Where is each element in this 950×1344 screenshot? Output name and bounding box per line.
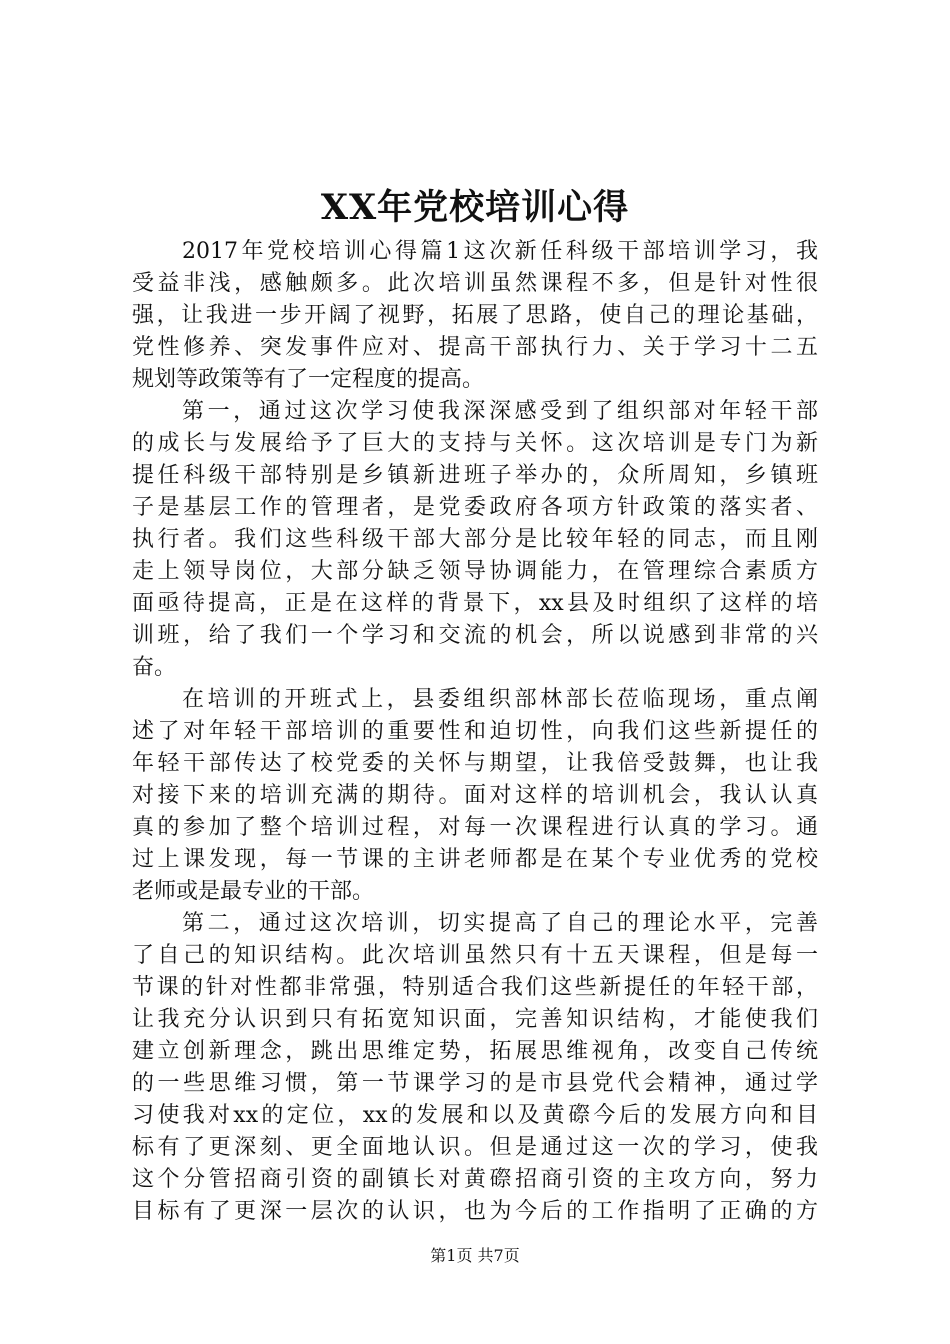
text-line: 的一些思维习惯，第一节课学习的是市县党代会精神，通过学 bbox=[132, 1071, 818, 1096]
text-line: 提任科级干部特别是乡镇新进班子举办的，众所周知，乡镇班 bbox=[132, 463, 818, 488]
text-line: 目标有了更深一层次的认识，也为今后的工作指明了正确的方 bbox=[132, 1199, 818, 1224]
page-footer: 第1页 共7页 bbox=[430, 1246, 520, 1265]
text-line: 了自己的知识结构。此次培训虽然只有十五天课程，但是每一 bbox=[132, 943, 818, 968]
text-line: 过上课发现，每一节课的主讲老师都是在某个专业优秀的党校 bbox=[132, 847, 818, 872]
text-line: 训班，给了我们一个学习和交流的机会，所以说感到非常的兴 bbox=[132, 623, 818, 648]
text-line: 走上领导岗位，大部分缺乏领导协调能力，在管理综合素质方 bbox=[132, 559, 818, 584]
text-line: 节课的针对性都非常强，特别适合我们这些新提任的年轻干部， bbox=[132, 975, 818, 1000]
text-line: 2017年党校培训心得篇1这次新任科级干部培训学习，我 bbox=[182, 239, 818, 264]
document-title: XX年党校培训心得 bbox=[320, 187, 630, 228]
text-line: 受益非浅，感触颇多。此次培训虽然课程不多，但是针对性很 bbox=[132, 271, 818, 296]
text-line: 规划等政策等有了一定程度的提高。 bbox=[132, 367, 485, 392]
text-line: 第二，通过这次培训，切实提高了自己的理论水平，完善 bbox=[182, 911, 818, 936]
text-line: 习使我对xx的定位，xx的发展和以及黄磜今后的发展方向和目 bbox=[132, 1103, 818, 1128]
text-line: 子是基层工作的管理者，是党委政府各项方针政策的落实者、 bbox=[132, 495, 818, 520]
text-line: 在培训的开班式上，县委组织部林部长莅临现场，重点阐 bbox=[182, 687, 818, 712]
text-line: 面亟待提高，正是在这样的背景下，xx县及时组织了这样的培 bbox=[132, 591, 818, 616]
text-line: 建立创新理念，跳出思维定势，拓展思维视角，改变自己传统 bbox=[132, 1039, 818, 1064]
text-line: 真的参加了整个培训过程，对每一次课程进行认真的学习。通 bbox=[132, 815, 818, 840]
document-body bbox=[132, 236, 818, 1228]
text-line: 对接下来的培训充满的期待。面对这样的培训机会，我认认真 bbox=[132, 783, 818, 808]
text-line: 年轻干部传达了校党委的关怀与期望，让我倍受鼓舞，也让我 bbox=[132, 751, 818, 776]
text-line: 这个分管招商引资的副镇长对黄磜招商引资的主攻方向，努力 bbox=[132, 1167, 818, 1192]
text-line: 的成长与发展给予了巨大的支持与关怀。这次培训是专门为新 bbox=[132, 431, 818, 456]
text-line: 老师或是最专业的干部。 bbox=[132, 879, 375, 904]
text-line: 执行者。我们这些科级干部大部分是比较年轻的同志，而且刚 bbox=[132, 527, 818, 552]
text-line: 强，让我进一步开阔了视野，拓展了思路，使自己的理论基础， bbox=[132, 303, 818, 328]
text-line: 让我充分认识到只有拓宽知识面，完善知识结构，才能使我们 bbox=[132, 1007, 818, 1032]
text-line: 奋。 bbox=[132, 655, 177, 680]
text-line: 标有了更深刻、更全面地认识。但是通过这一次的学习，使我 bbox=[132, 1135, 818, 1160]
text-line: 第一，通过这次学习使我深深感受到了组织部对年轻干部 bbox=[182, 399, 818, 424]
text-line: 述了对年轻干部培训的重要性和迫切性，向我们这些新提任的 bbox=[132, 719, 818, 744]
text-line: 党性修养、突发事件应对、提高干部执行力、关于学习十二五 bbox=[132, 335, 818, 360]
